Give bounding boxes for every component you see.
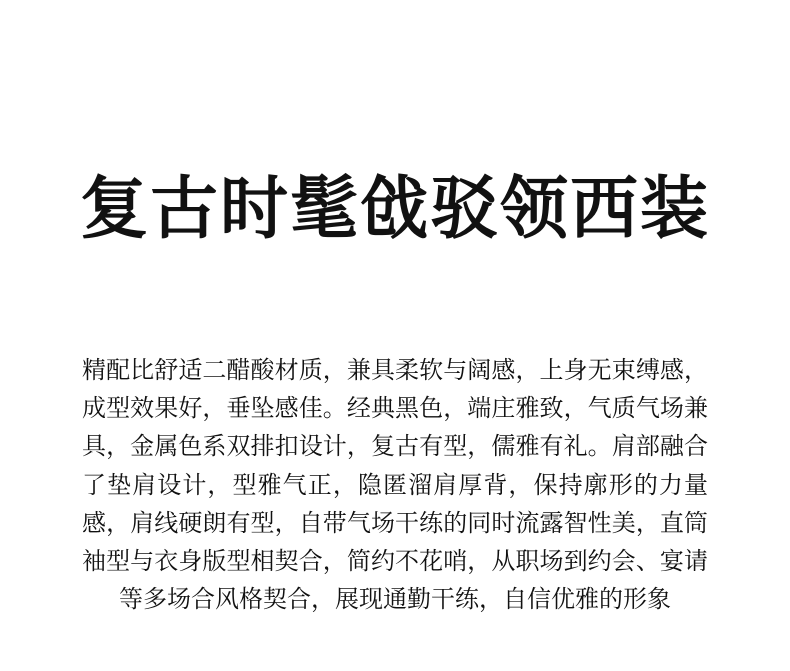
product-description: 精配比舒适二醋酸材质，兼具柔软与阔感，上身无束缚感，成型效果好，垂坠感佳。经典黑色，端庄雅致，气质气场兼具，金属色系双排扣设计，复古有型，儒雅有礼。肩部融合了垫肩设计，型雅气正，隐匿溜肩厚背，保持廓形的力量感，肩线硬朗有型，自带气场干练的同时流露智性美，直筒袖型与衣身版型相契合，简约不花哨，从职场到约会、宴请等多场合风格契合，展现通勤干练，自信优雅的形象 [82,356,708,614]
product-title: 复古时髦戗驳领西装 [79,170,710,249]
